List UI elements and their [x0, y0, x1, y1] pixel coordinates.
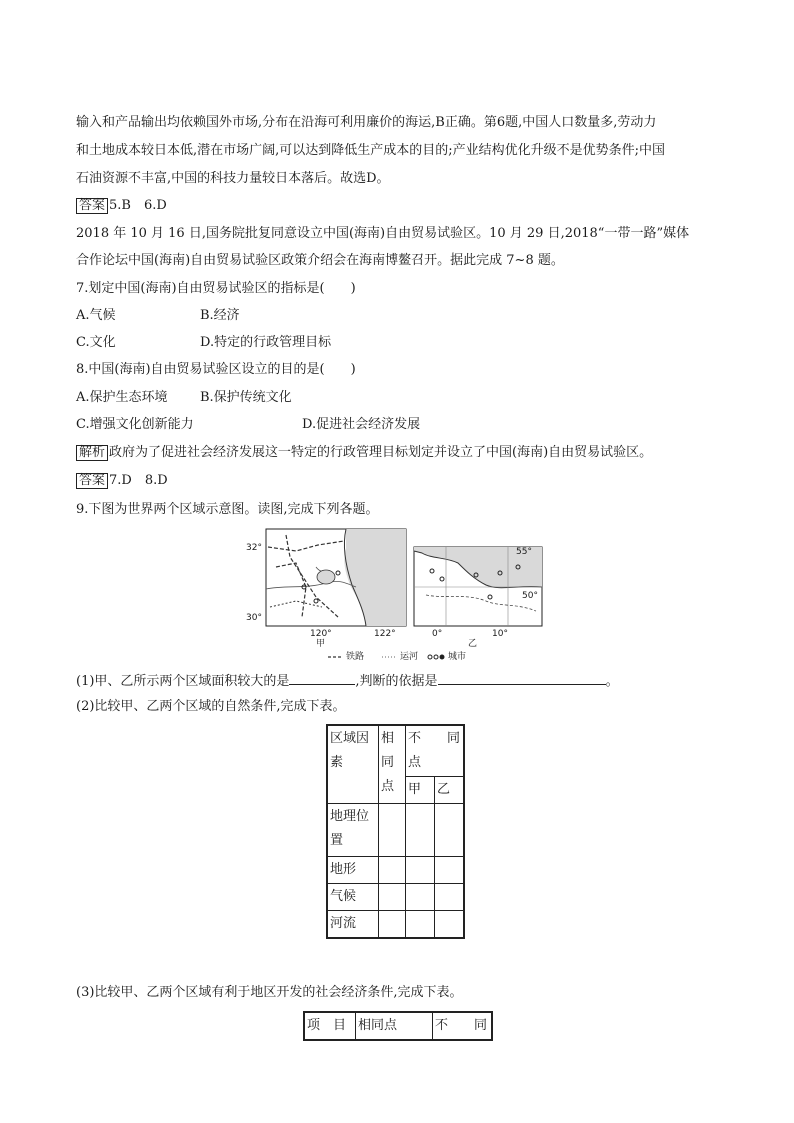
map-jia-lake: [317, 570, 335, 584]
q8-option-d: D.促进社会经济发展: [302, 417, 421, 432]
cell-empty[interactable]: [379, 857, 406, 884]
map-label-jia: 甲: [316, 639, 326, 649]
explanation-line-2: 和土地成本较日本低,潜在市场广阔,可以达到降低生产成本的目的;产业结构优化升级不是优势条件;中国: [76, 143, 666, 158]
explanation-line-3: 石油资源不丰富,中国的科技力量较日本落后。故选D。: [76, 171, 390, 186]
cell-empty[interactable]: [435, 804, 465, 857]
header-region-factor: 区域因素: [327, 725, 379, 804]
lon-label-0: 0°: [432, 629, 443, 639]
row-label-terrain: 地形: [327, 857, 379, 884]
map-label-yi: 乙: [468, 639, 478, 649]
q8-option-b: B.保护传统文化: [200, 390, 292, 405]
lat-label-32: 32°: [246, 543, 262, 553]
lon-label-10: 10°: [492, 629, 508, 639]
analysis-line: [76, 445, 652, 461]
lat-label-50: 50°: [522, 591, 538, 601]
cell-empty[interactable]: [379, 804, 406, 857]
lat-label-55: 55°: [516, 547, 532, 557]
q8-option-a: A.保护生态环境: [76, 390, 168, 405]
q7-option-d: D.特定的行政管理目标: [200, 335, 332, 350]
q7-option-c: C.文化: [76, 335, 116, 350]
region-maps-drawing: [246, 527, 546, 663]
answer-blank-2[interactable]: [438, 672, 606, 685]
question-9: 9.下图为世界两个区域示意图。读图,完成下列各题。: [76, 502, 379, 517]
question-9-2: (2)比较甲、乙两个区域的自然条件,完成下表。: [76, 699, 346, 714]
intro-line-2: 合作论坛中国(海南)自由贸易试验区政策介绍会在海南博鳌召开。据此完成 7~8 题。: [76, 253, 564, 268]
lon-label-120: 120°: [310, 629, 332, 639]
question-7: 7.划定中国(海南)自由贸易试验区的指标是( ): [76, 281, 356, 296]
header-yi: 乙: [435, 777, 465, 804]
cell-empty[interactable]: [406, 911, 435, 939]
cell-empty[interactable]: [435, 857, 465, 884]
header-diff: 不 同: [433, 1012, 493, 1040]
q7-option-b: B.经济: [200, 308, 240, 323]
answer-line-7-8: [76, 473, 168, 489]
cell-empty[interactable]: [406, 857, 435, 884]
explanation-line-1: 输入和产品输出均依赖国外市场,分布在沿海可利用廉价的海运,B正确。第6题,中国人口数量多,劳动力: [76, 115, 657, 130]
legend-city: 城市: [448, 652, 467, 662]
cell-empty[interactable]: [379, 884, 406, 911]
row-label-climate: 气候: [327, 884, 379, 911]
answer-line-5-6: [76, 198, 167, 214]
answer-tag: 答案: [76, 473, 108, 489]
cell-empty[interactable]: [435, 884, 465, 911]
legend-canal: 运河: [400, 652, 419, 662]
answer-text: 7.D 8.D: [109, 473, 168, 488]
cell-empty[interactable]: [406, 804, 435, 857]
header-item: 项 目: [304, 1012, 356, 1040]
answer-tag: 答案: [76, 198, 108, 214]
cell-empty[interactable]: [379, 911, 406, 939]
cell-empty[interactable]: [435, 911, 465, 939]
row-label-river: 河流: [327, 911, 379, 939]
legend-railway: 铁路: [346, 652, 365, 662]
question-9-3: (3)比较甲、乙两个区域有利于地区开发的社会经济条件,完成下表。: [76, 985, 463, 1000]
row-label-location: 地理位置: [327, 804, 379, 857]
question-8: 8.中国(海南)自由贸易试验区设立的目的是( ): [76, 362, 356, 377]
socioeconomic-conditions-table: [303, 1011, 493, 1041]
q8-option-c: C.增强文化创新能力: [76, 417, 194, 432]
answer-blank-1[interactable]: [289, 672, 355, 685]
header-diff: 不 同点: [406, 725, 465, 777]
header-jia: 甲: [406, 777, 435, 804]
lon-label-122: 122°: [374, 629, 396, 639]
q7-option-a: A.气候: [76, 308, 116, 323]
question-9-1: (1)甲、乙所示两个区域面积较大的是 ,判断的依据是 。: [76, 674, 619, 689]
header-same: 相同点: [379, 725, 406, 804]
header-same: 相同点: [356, 1012, 433, 1040]
answer-text: 5.B 6.D: [109, 198, 167, 213]
cell-empty[interactable]: [406, 884, 435, 911]
analysis-text: 政府为了促进社会经济发展这一特定的行政管理目标划定并设立了中国(海南)自由贸易试验区。: [109, 445, 653, 460]
intro-line-1: 2018 年 10 月 16 日,国务院批复同意设立中国(海南)自由贸易试验区。10 月 29 日,2018“一带一路”媒体: [76, 226, 690, 241]
natural-conditions-table: [326, 724, 465, 939]
lat-label-30: 30°: [246, 613, 262, 623]
region-map-figure: [246, 527, 546, 663]
analysis-tag: 解析: [76, 445, 108, 461]
